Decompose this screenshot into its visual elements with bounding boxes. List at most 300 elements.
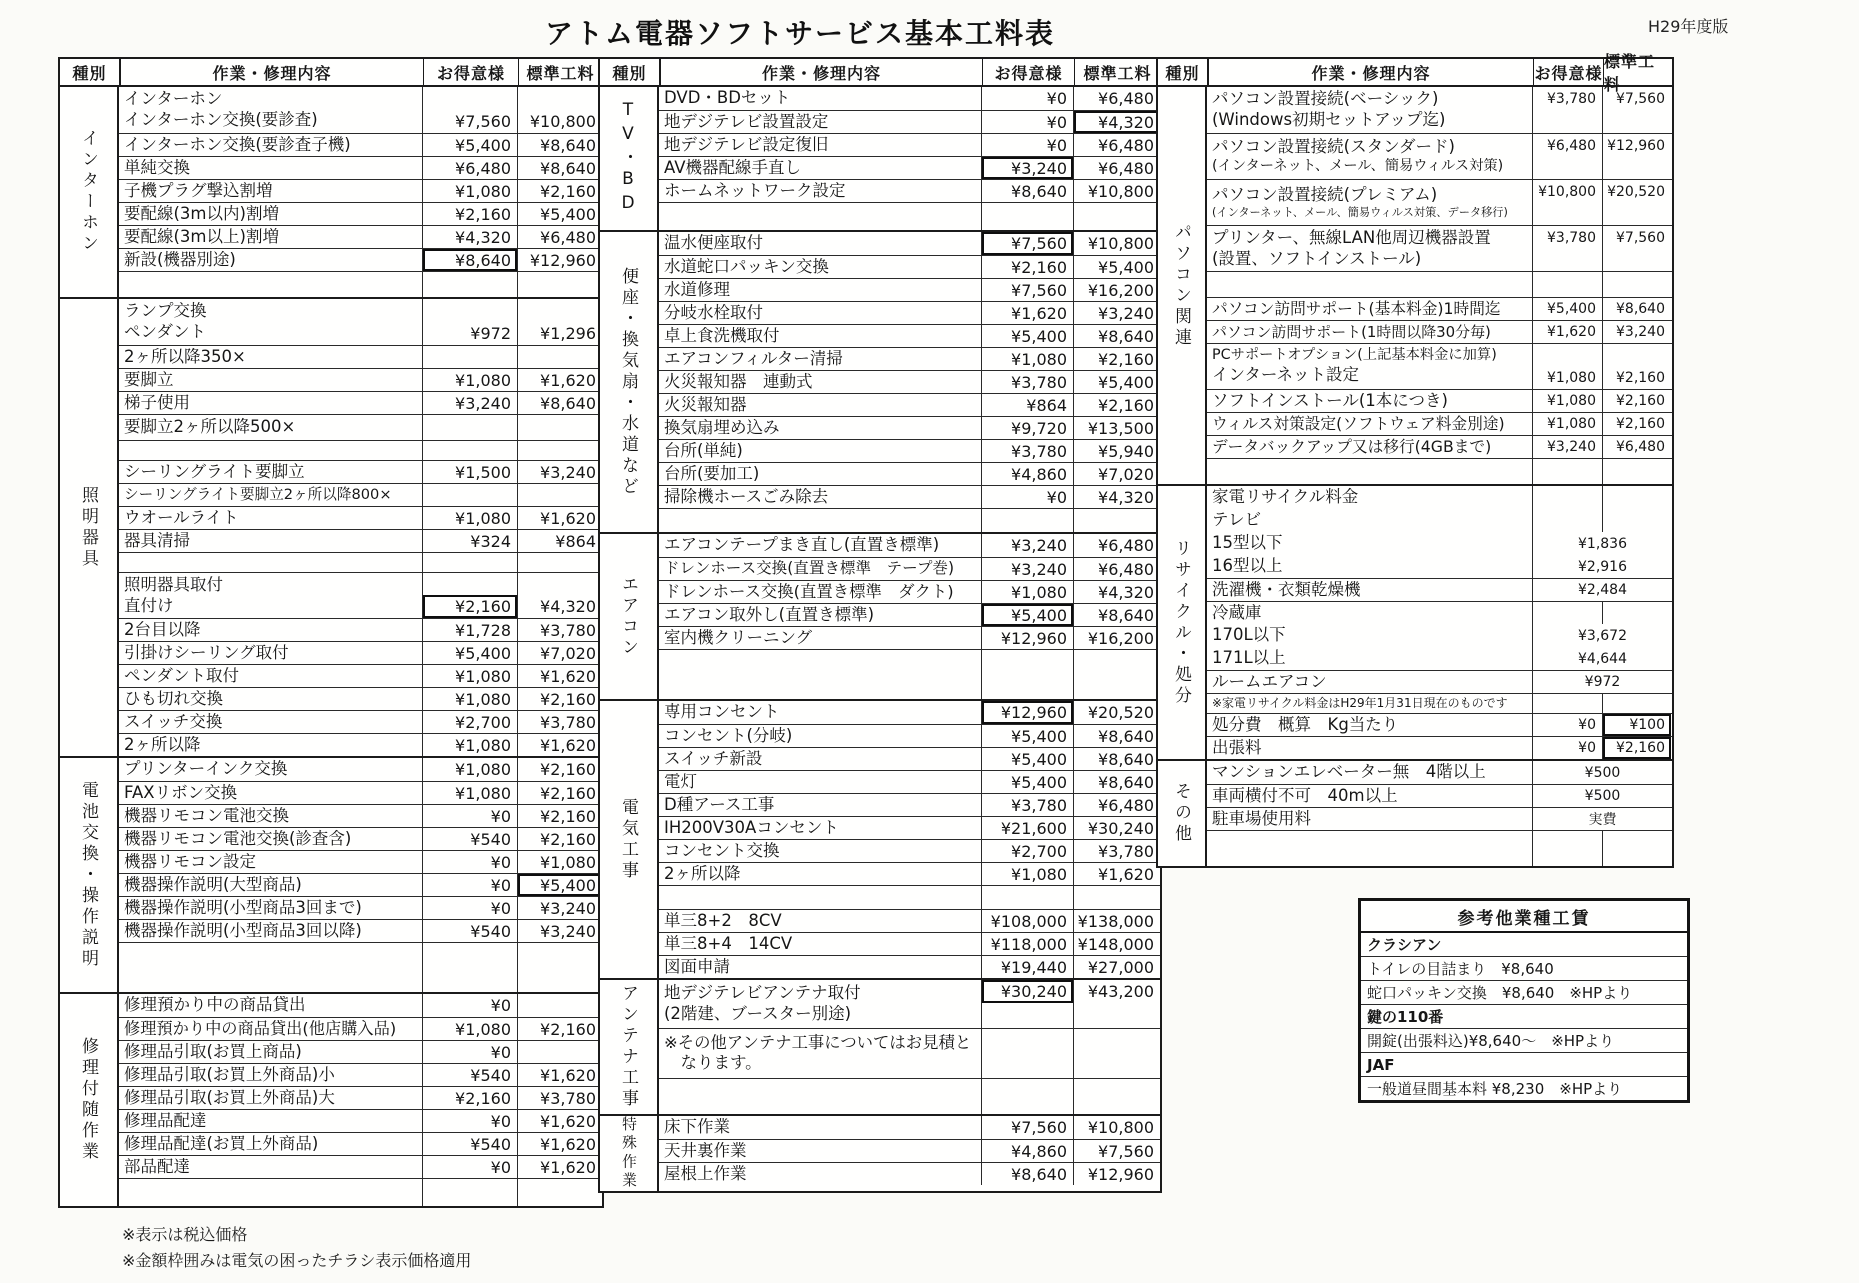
table-row — [119, 1132, 602, 1155]
standard-price: ¥1,620 — [1098, 864, 1154, 884]
work-cell — [119, 642, 423, 664]
work-text: IH200V30Aコンセント — [664, 817, 839, 837]
work-text: 要配線(3m以内)割増 — [124, 203, 279, 223]
table-row — [659, 649, 1160, 699]
table-row — [119, 460, 602, 483]
work-cell — [119, 573, 423, 618]
category-text: 電池交換・操作説明 — [78, 780, 98, 970]
customer-price-cell — [982, 627, 1074, 649]
standard-price: ¥6,480 — [1098, 158, 1154, 178]
standard-price-cell — [1074, 701, 1160, 724]
reference-table-rows — [1361, 933, 1687, 1100]
table-row — [1207, 509, 1672, 532]
work-text: 台所(要加工) — [664, 463, 760, 483]
standard-price-cell — [1074, 558, 1160, 580]
standard-price-cell — [518, 157, 602, 179]
customer-price-cell — [1533, 413, 1603, 435]
standard-price: ¥148,000 — [1077, 934, 1154, 954]
work-text: 機器操作説明(大型商品) — [124, 874, 302, 894]
customer-price: ¥30,240 — [982, 980, 1073, 1003]
work-text: 地デジテレビ設置設定 — [664, 111, 829, 131]
work-text: ウオールライト — [124, 507, 239, 527]
customer-price: ¥864 — [1026, 395, 1067, 415]
table-row — [119, 781, 602, 804]
category-label — [60, 994, 119, 1206]
work-cell — [119, 87, 423, 133]
table-row — [1207, 297, 1672, 320]
customer-price-cell — [982, 463, 1074, 485]
work-text: 新設(機器別途) — [124, 249, 236, 269]
column-header: 種別 — [72, 63, 107, 83]
table-row — [1207, 412, 1672, 435]
standard-price: ¥10,800 — [1087, 234, 1154, 253]
work-cell — [1207, 831, 1533, 866]
customer-price: ¥3,240 — [1011, 536, 1067, 555]
customer-price-cell — [423, 920, 518, 942]
customer-price: ¥1,620 — [1547, 324, 1596, 340]
price-value: ¥2,916 — [1578, 558, 1627, 575]
standard-price: ¥3,240 — [540, 921, 596, 941]
category-text: その他 — [1171, 782, 1191, 845]
work-cell — [119, 553, 423, 572]
table-row — [1207, 736, 1672, 759]
table-row — [1207, 458, 1672, 484]
category-text: TV・BD — [618, 100, 638, 217]
work-cell — [119, 484, 423, 506]
customer-price-cell — [423, 874, 518, 896]
customer-price-cell — [982, 771, 1074, 793]
standard-price: ¥2,160 — [540, 689, 596, 709]
customer-price-cell — [423, 851, 518, 873]
customer-price-cell — [423, 180, 518, 202]
customer-price-cell — [982, 256, 1074, 278]
work-text: 専用コンセント — [664, 702, 780, 722]
customer-price-cell — [982, 650, 1074, 699]
table-row — [659, 347, 1160, 370]
standard-price-cell — [518, 619, 602, 641]
standard-price: ¥2,160 — [1616, 416, 1665, 432]
standard-price-cell — [1074, 1116, 1160, 1139]
section-rows — [659, 232, 1160, 532]
customer-price-cell — [1533, 344, 1603, 389]
price-span-cell — [1533, 532, 1672, 555]
customer-price-cell — [423, 530, 518, 552]
customer-price: ¥1,080 — [455, 689, 511, 709]
work-text: 図面申請 — [664, 956, 730, 976]
customer-price-cell — [1533, 602, 1603, 624]
table-section — [600, 87, 1160, 230]
customer-price-cell — [982, 910, 1074, 932]
customer-price: ¥1,080 — [455, 1019, 511, 1039]
table-section — [60, 756, 602, 992]
category-text: 特殊作業 — [620, 1116, 637, 1191]
customer-price: ¥7,560 — [455, 112, 511, 131]
customer-price: ¥19,440 — [1000, 957, 1067, 977]
standard-price: ¥6,480 — [1098, 536, 1154, 555]
category-text: 修理付随作業 — [78, 1037, 98, 1163]
work-text: 16型以上 — [1212, 556, 1283, 576]
category-text: 便座・換気扇・水道など — [618, 266, 638, 498]
customer-price: ¥1,080 — [455, 760, 511, 779]
customer-price-cell — [982, 558, 1074, 580]
column-header: 作業・修理内容 — [659, 59, 982, 85]
work-text: 機器リモコン設定 — [124, 851, 256, 871]
work-cell — [659, 650, 982, 699]
work-cell — [659, 87, 982, 110]
customer-price: ¥4,320 — [455, 227, 511, 247]
standard-price-cell — [1074, 509, 1160, 532]
table-row — [1207, 343, 1672, 389]
customer-price: ¥7,560 — [1011, 280, 1067, 300]
work-cell — [1207, 737, 1533, 759]
work-text: ソフトインストール(1本につき) — [1212, 390, 1448, 410]
customer-price: ¥1,080 — [1547, 369, 1596, 386]
price-value: ¥3,672 — [1578, 627, 1627, 644]
work-cell — [119, 1064, 423, 1086]
work-cell — [1207, 555, 1533, 578]
standard-price-cell — [518, 805, 602, 827]
customer-price: ¥0 — [490, 1157, 511, 1177]
work-text: D種アース工事 — [664, 794, 775, 814]
customer-price: ¥10,800 — [1538, 183, 1596, 200]
table-row — [659, 202, 1160, 230]
page-title: アトム電器ソフトサービス基本工料表 — [544, 17, 1055, 50]
table-row — [119, 641, 602, 664]
work-cell — [119, 530, 423, 552]
table-section — [600, 532, 1160, 699]
price-table-1 — [58, 57, 604, 1208]
price-span-cell — [1533, 555, 1672, 578]
work-cell — [119, 157, 423, 179]
standard-price: ¥7,560 — [1616, 229, 1665, 246]
table-section — [60, 297, 602, 756]
standard-price-cell — [1074, 203, 1160, 230]
work-text: 2ヶ所以降 — [124, 734, 201, 754]
work-text: パソコン設置接続(プレミアム) — [1212, 185, 1438, 205]
table-row — [119, 271, 602, 297]
customer-price-cell — [982, 840, 1074, 862]
price-span-cell — [1533, 671, 1672, 693]
work-text: 部品配達 — [124, 1156, 190, 1176]
work-cell — [659, 771, 982, 793]
customer-price: ¥3,780 — [1011, 372, 1067, 392]
work-text: (設置、ソフトインストール) — [1212, 248, 1422, 268]
work-text: 掃除機ホースごみ除去 — [664, 486, 829, 506]
standard-price-cell — [518, 642, 602, 664]
customer-price: ¥540 — [470, 1065, 511, 1085]
price-value: ¥4,644 — [1578, 650, 1627, 667]
standard-price-cell — [1074, 348, 1160, 370]
work-text: マンションエレベーター無 4階以上 — [1212, 762, 1486, 782]
edition-label: H29年度版 — [1648, 17, 1729, 36]
standard-price: ¥4,320 — [1074, 111, 1160, 133]
work-cell — [659, 371, 982, 393]
customer-price: ¥2,160 — [423, 595, 517, 618]
standard-price-cell — [518, 484, 602, 506]
standard-price: ¥8,640 — [1098, 772, 1154, 792]
table-row — [659, 793, 1160, 816]
customer-price: ¥1,080 — [455, 735, 511, 755]
standard-price-cell — [518, 134, 602, 156]
standard-price: ¥2,160 — [540, 829, 596, 849]
footnote-tax: ※表示は税込価格 — [122, 1225, 248, 1244]
customer-price-cell — [982, 302, 1074, 324]
standard-price-cell — [1074, 87, 1160, 110]
work-cell — [1207, 134, 1533, 179]
customer-price-cell — [423, 249, 518, 271]
customer-price-cell — [423, 441, 518, 460]
standard-price-cell — [518, 874, 602, 896]
customer-price-cell — [982, 956, 1074, 978]
table-row — [659, 416, 1160, 439]
table-section — [600, 230, 1160, 532]
category-label — [60, 87, 119, 297]
table-row — [1207, 389, 1672, 412]
work-text: 処分費 概算 Kg当たり — [1212, 714, 1399, 734]
work-text: 火災報知器 — [664, 394, 747, 414]
category-label — [600, 87, 659, 230]
standard-price: ¥1,620 — [540, 1065, 596, 1085]
table-row — [119, 942, 602, 992]
table-row — [119, 552, 602, 572]
work-text: 冷蔵庫 — [1212, 602, 1262, 622]
customer-price-cell — [1533, 509, 1603, 532]
table-row — [659, 485, 1160, 508]
work-cell — [659, 581, 982, 603]
work-cell — [119, 1179, 423, 1206]
work-cell — [659, 933, 982, 955]
customer-price: ¥1,080 — [455, 783, 511, 803]
standard-price-cell — [518, 346, 602, 368]
standard-price: ¥20,520 — [1087, 703, 1154, 722]
work-text: (インターネット、メール、簡易ウィルス対策、データ移行) — [1212, 205, 1508, 219]
column-header: 標準工料 — [1074, 59, 1160, 85]
standard-price-cell — [1074, 840, 1160, 862]
standard-price-cell — [1603, 298, 1671, 320]
work-text: 車両横付不可 40m以上 — [1212, 785, 1398, 805]
customer-price: ¥4,860 — [1011, 1141, 1067, 1161]
customer-price-cell — [982, 933, 1074, 955]
standard-price-cell — [1074, 817, 1160, 839]
customer-price: ¥9,720 — [1011, 418, 1067, 438]
customer-price-cell — [423, 782, 518, 804]
standard-price-cell — [1074, 394, 1160, 416]
work-cell — [119, 1087, 423, 1109]
work-text: 洗濯機・衣類乾燥機 — [1212, 579, 1361, 599]
standard-price-cell — [1603, 486, 1671, 509]
standard-price: ¥1,620 — [540, 735, 596, 755]
standard-price: ¥100 — [1603, 714, 1671, 736]
work-text: インターホン — [124, 89, 223, 109]
category-label — [60, 758, 119, 992]
work-text: 床下作業 — [664, 1117, 730, 1137]
work-text: 機器リモコン電池交換(診査含) — [124, 828, 352, 848]
standard-price-cell — [518, 369, 602, 391]
category-text: リサイクル・処分 — [1171, 538, 1191, 707]
standard-price-cell — [518, 299, 602, 345]
standard-price: ¥5,400 — [1098, 372, 1154, 392]
work-cell — [659, 134, 982, 156]
customer-price: ¥1,080 — [1011, 864, 1067, 884]
work-cell — [659, 840, 982, 862]
table-row — [1207, 179, 1672, 225]
table-row — [659, 603, 1160, 626]
customer-price: ¥5,400 — [982, 604, 1073, 626]
section-rows — [1207, 486, 1672, 759]
customer-price: ¥1,080 — [1547, 416, 1596, 432]
column-header: 作業・修理内容 — [119, 59, 423, 85]
work-text: 台所(単純) — [664, 440, 743, 460]
customer-price-cell — [982, 534, 1074, 557]
section-rows — [119, 758, 602, 992]
customer-price: ¥108,000 — [990, 911, 1067, 931]
customer-price: ¥1,080 — [1011, 582, 1067, 602]
standard-price-cell — [1074, 371, 1160, 393]
standard-price-cell — [1074, 463, 1160, 485]
work-cell — [659, 509, 982, 532]
price-span-cell — [1533, 579, 1672, 601]
customer-price-cell — [423, 1041, 518, 1063]
standard-price: ¥7,560 — [1616, 90, 1665, 107]
price-span-cell — [1533, 785, 1672, 807]
standard-price: ¥6,480 — [1098, 795, 1154, 815]
standard-price-cell — [1603, 413, 1671, 435]
standard-price-cell — [1074, 157, 1160, 179]
standard-price-cell — [518, 203, 602, 225]
work-cell — [119, 688, 423, 710]
customer-price-cell — [982, 394, 1074, 416]
section-rows — [659, 701, 1160, 978]
work-text: DVD・BDセット — [664, 88, 791, 108]
table-section — [1158, 87, 1672, 484]
standard-price: ¥2,160 — [1098, 395, 1154, 415]
table-row — [119, 827, 602, 850]
work-cell — [659, 863, 982, 885]
standard-price-cell — [1074, 886, 1160, 909]
work-text: ルームエアコン — [1212, 671, 1327, 691]
work-cell — [119, 461, 423, 483]
customer-price-cell — [982, 1163, 1074, 1185]
customer-price-cell — [982, 748, 1074, 770]
price-value: ¥500 — [1584, 788, 1621, 804]
table-row — [119, 994, 602, 1017]
standard-price: ¥2,160 — [1603, 737, 1671, 759]
customer-price: ¥3,780 — [1011, 441, 1067, 461]
standard-price-cell — [1074, 980, 1160, 1028]
customer-price: ¥1,080 — [455, 508, 511, 528]
standard-price-cell — [1074, 134, 1160, 156]
standard-price: ¥6,480 — [1098, 89, 1154, 108]
customer-price: ¥0 — [1046, 487, 1067, 507]
customer-price-cell — [1533, 321, 1603, 343]
standard-price: ¥864 — [555, 531, 596, 551]
customer-price: ¥0 — [490, 898, 511, 918]
standard-price-cell — [1074, 1163, 1160, 1185]
category-text: 電気工事 — [618, 797, 638, 882]
standard-price-cell — [518, 828, 602, 850]
standard-price-cell — [1603, 344, 1671, 389]
standard-price: ¥1,620 — [540, 508, 596, 528]
work-cell — [659, 279, 982, 301]
standard-price-cell — [518, 530, 602, 552]
column-header: お得意様 — [423, 59, 518, 85]
customer-price: ¥2,160 — [1011, 257, 1067, 277]
work-text: 170L以下 — [1212, 625, 1286, 645]
customer-price-cell — [1533, 714, 1603, 736]
customer-price-cell — [982, 886, 1074, 909]
table-row — [659, 1139, 1160, 1162]
standard-price-cell — [1603, 694, 1671, 713]
work-text: 電灯 — [664, 771, 697, 791]
table-row — [659, 626, 1160, 649]
customer-price-cell — [982, 203, 1074, 230]
table-row — [1207, 713, 1672, 736]
work-cell — [659, 486, 982, 508]
customer-price: ¥2,160 — [455, 1088, 511, 1108]
table-row — [1207, 435, 1672, 458]
customer-price-cell — [982, 180, 1074, 202]
work-text: ドレンホース交換(直置き標準 ダクト) — [664, 581, 954, 601]
customer-price-cell — [423, 461, 518, 483]
standard-price-cell — [1074, 771, 1160, 793]
table-row — [119, 572, 602, 618]
work-cell — [1207, 436, 1533, 458]
category-label — [60, 299, 119, 756]
work-text: 機器操作説明(小型商品3回まで) — [124, 897, 362, 917]
work-cell — [659, 348, 982, 370]
standard-price: ¥4,320 — [540, 597, 596, 616]
standard-price: ¥1,620 — [540, 370, 596, 390]
table-row — [119, 368, 602, 391]
work-text: パソコン設置接続(ベーシック) — [1212, 89, 1439, 109]
customer-price-cell — [982, 157, 1074, 179]
work-cell — [659, 604, 982, 626]
standard-price-cell — [1603, 459, 1671, 484]
work-cell — [119, 507, 423, 529]
standard-price-cell — [518, 897, 602, 919]
work-text: ペンダント取付 — [124, 665, 240, 685]
work-cell — [119, 619, 423, 641]
work-text: 器具清掃 — [124, 530, 190, 550]
standard-price-cell — [518, 734, 602, 756]
standard-price-cell — [518, 87, 602, 133]
category-label — [600, 232, 659, 532]
standard-price-cell — [1603, 390, 1671, 412]
standard-price-cell — [1074, 910, 1160, 932]
standard-price: ¥6,480 — [1098, 135, 1154, 155]
category-text: 照明器具 — [78, 485, 98, 570]
customer-price-cell — [423, 1087, 518, 1109]
work-text: インターネット設定 — [1212, 365, 1360, 385]
standard-price: ¥10,800 — [529, 112, 596, 131]
work-cell — [659, 440, 982, 462]
work-cell — [119, 734, 423, 756]
table-row — [119, 919, 602, 942]
work-text: ドレンホース交換(直置き標準 テープ巻) — [664, 559, 955, 578]
table-row — [119, 391, 602, 414]
customer-price-cell — [982, 279, 1074, 301]
standard-price: ¥3,780 — [540, 620, 596, 640]
table-row — [119, 618, 602, 641]
customer-price: ¥12,960 — [1000, 628, 1067, 648]
table-row — [1207, 578, 1672, 601]
work-text: 2台目以降 — [124, 619, 201, 639]
category-label — [600, 1116, 659, 1191]
table-row — [119, 1086, 602, 1109]
standard-price: ¥1,620 — [540, 1134, 596, 1154]
standard-price-cell — [1074, 627, 1160, 649]
table-row — [659, 932, 1160, 955]
